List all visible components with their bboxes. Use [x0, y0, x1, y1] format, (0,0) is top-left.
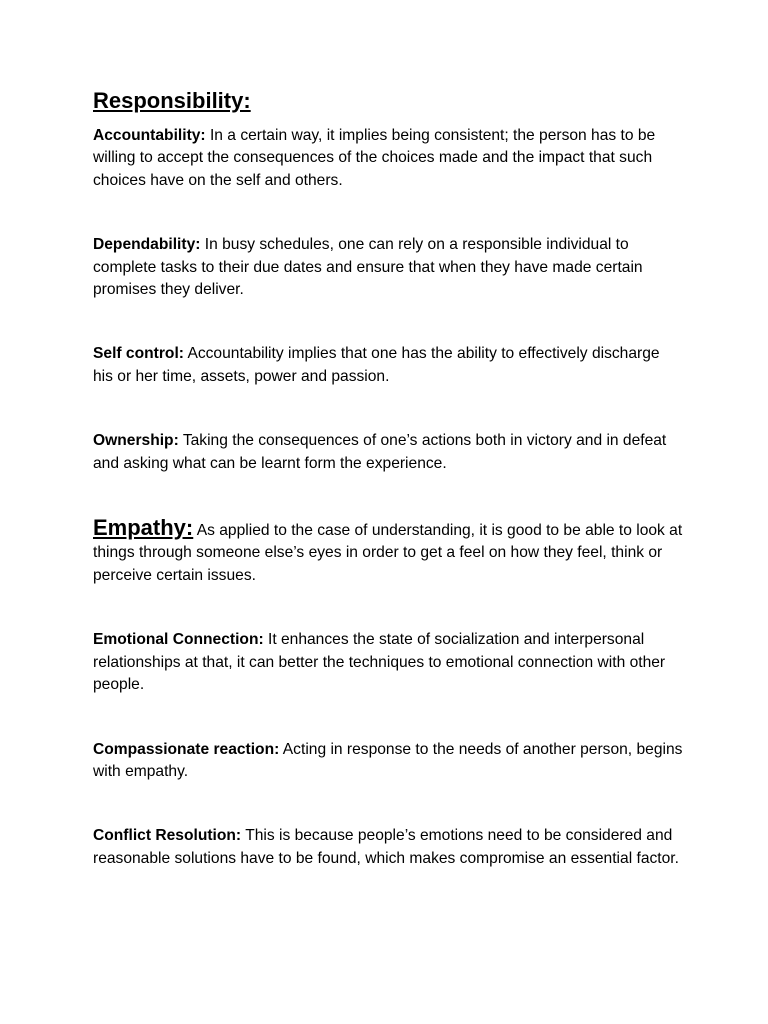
spacer — [93, 475, 683, 517]
text-accountability: In a certain way, it implies being consistent; the person has to be willing to accept the consequences of the choices made and the impact that such choices have on the self and others. — [93, 127, 656, 189]
paragraph-emotional-connection — [93, 629, 683, 696]
text-conflict-resolution: This is because people’s emotions need to be considered and reasonable solutions have to be found, which makes compromise an essential factor. — [93, 827, 679, 867]
paragraph-empathy — [93, 517, 683, 587]
term-ownership: Ownership: — [93, 432, 179, 450]
term-emotional-connection: Emotional Connection: — [93, 631, 264, 649]
term-dependability: Dependability: — [93, 236, 201, 254]
spacer — [93, 783, 683, 825]
section-heading-responsibility: Responsibility: — [93, 88, 251, 113]
spacer — [93, 301, 683, 343]
spacer — [93, 587, 683, 629]
section-heading-empathy: Empathy: — [93, 515, 194, 541]
spacer — [93, 697, 683, 739]
text-self-control: Accountability implies that one has the ability to effectively discharge his or her time, assets, power and passion. — [93, 345, 660, 385]
document-page — [93, 86, 683, 870]
term-conflict-resolution: Conflict Resolution: — [93, 827, 242, 845]
paragraph-conflict-resolution — [93, 825, 683, 870]
term-self-control: Self control: — [93, 345, 184, 363]
spacer — [93, 388, 683, 430]
paragraph-dependability — [93, 234, 683, 301]
text-empathy: As applied to the case of understanding, it is good to be able to look at things through someone else’s eyes in order to get a feel on how they feel, think or perceive certain issues. — [93, 522, 683, 584]
text-emotional-connection: It enhances the state of socialization and interpersonal relationships at that, it can better the techniques to emotional connection with other people. — [93, 631, 666, 694]
paragraph-accountability — [93, 125, 683, 192]
spacer — [93, 192, 683, 234]
paragraph-compassionate-reaction — [93, 739, 683, 784]
text-dependability: In busy schedules, one can rely on a responsible individual to complete tasks to their due dates and ensure that when they have made certain promises they deliver. — [93, 236, 643, 299]
term-compassionate-reaction: Compassionate reaction: — [93, 740, 280, 758]
paragraph-ownership — [93, 430, 683, 475]
text-compassionate-reaction: Acting in response to the needs of another person, begins with empathy. — [93, 740, 683, 780]
term-accountability: Accountability: — [93, 127, 206, 144]
text-ownership: Taking the consequences of one’s actions both in victory and in defeat and asking what can be learnt form the experience. — [93, 432, 667, 472]
paragraph-self-control — [93, 343, 683, 388]
